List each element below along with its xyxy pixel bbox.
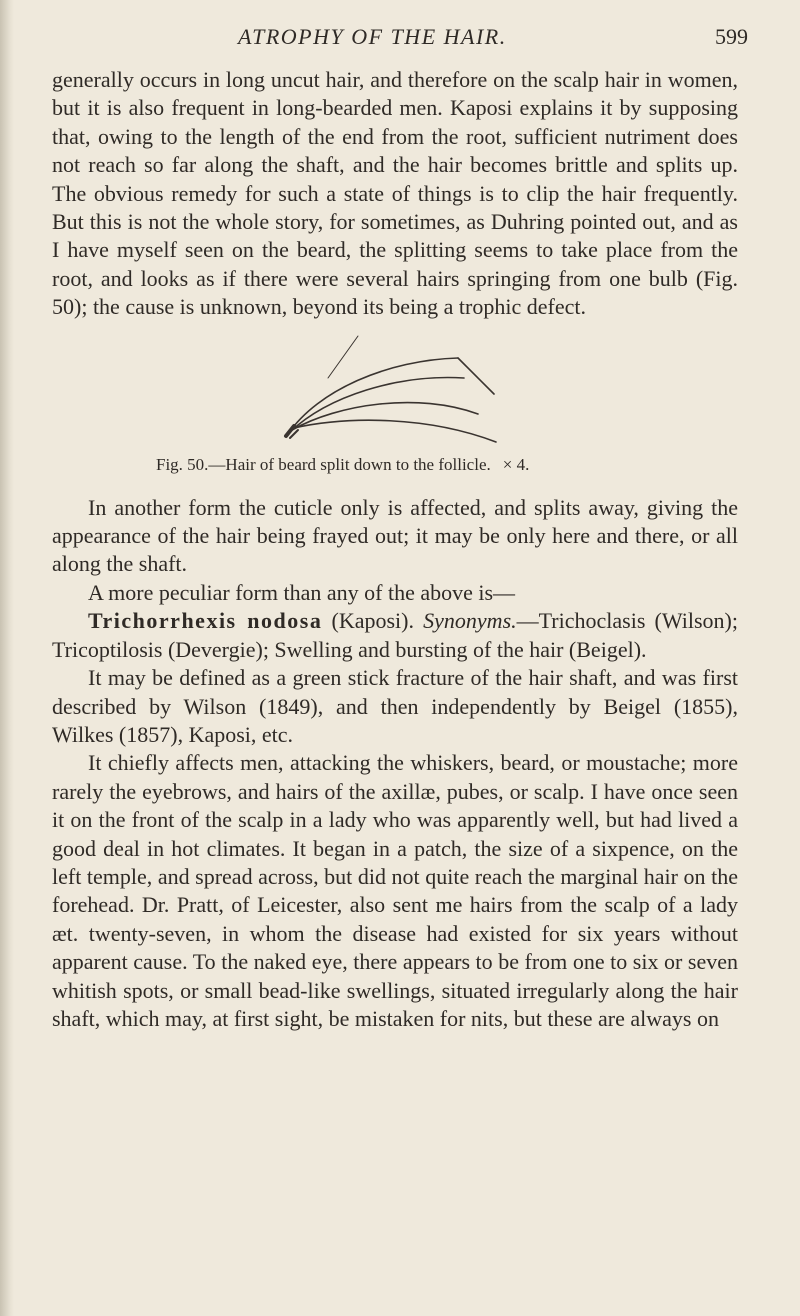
paragraph-1: generally occurs in long uncut hair, and therefore on the scalp hair in women, but it is also frequent in long-bearded men. Kaposi explains it by supposing that, owing to the length of the end from the root, sufficient nutriment does not reach so far along the shaft, and the hair becomes brittle and splits up. The obvious remedy for such a state of things is to clip the hair frequently. But this is not the whole story, for sometimes, as Duhring pointed out, and as I have myself seen on the beard, the splitting seems to take place from the root, and looks as if there were several hairs springing from one bulb (Fig. 50); the cause is unknown, beyond its being a trophic defect.	[52, 67, 738, 320]
body-text	[52, 66, 738, 1033]
split-hair-illustration	[268, 330, 528, 450]
paragraph-5: It may be defined as a green stick fracture of the hair shaft, and was first described by Wilson (1849), and then independently by Beigel (1855), Wilkes (1857), Kaposi, etc.	[52, 665, 738, 747]
figure-50	[52, 322, 738, 494]
figure-caption-text: Fig. 50.—Hair of beard split down to the follicle.	[156, 454, 491, 474]
paragraph-3: A more peculiar form than any of the above is—	[88, 579, 516, 605]
synonyms-label: Synonyms.	[423, 608, 517, 634]
page-number: 599	[715, 24, 748, 49]
disease-term: Trichorrhexis nodosa	[88, 608, 323, 634]
book-spine-shadow	[0, 0, 14, 1316]
synonyms-list: —Trichoclasis (Wilson); Tricoptilosis (Devergie); Swelling and bursting of the hair (Beigel).	[52, 608, 738, 662]
magnification: × 4.	[502, 454, 530, 474]
paragraph-2: In another form the cuticle only is affected, and splits away, giving the appearance of the hair being frayed out; it may be only here and there, or all along the shaft.	[52, 494, 738, 577]
paragraph-6: It chiefly affects men, attacking the whiskers, beard, or moustache; more rarely the eyebrows, and hairs of the axillæ, pubes, or scalp. I have once seen it on the front of the scalp in a lady who was apparently well, but had lived a good deal in hot climates. It began in a patch, the size of a sixpence, on the left temple, and spread across, but did not quite reach the marginal hair on the forehead. Dr. Pratt, of Leicester, also sent me hairs from the scalp of a lady æt. twenty-seven, in whom the disease had existed for six years without apparent cause. To the naked eye, there appears to be from one to six or seven whitish spots, or small bead-like swellings, situated irregularly along the hair shaft, which may, at first sight, be mistaken for nits, but these are always on	[52, 750, 738, 1031]
running-title: ATROPHY OF THE HAIR.	[238, 24, 507, 49]
paragraph-4	[52, 607, 738, 664]
term-author: (Kaposi).	[322, 608, 424, 634]
book-page	[28, 0, 778, 1316]
figure-caption	[156, 454, 736, 476]
